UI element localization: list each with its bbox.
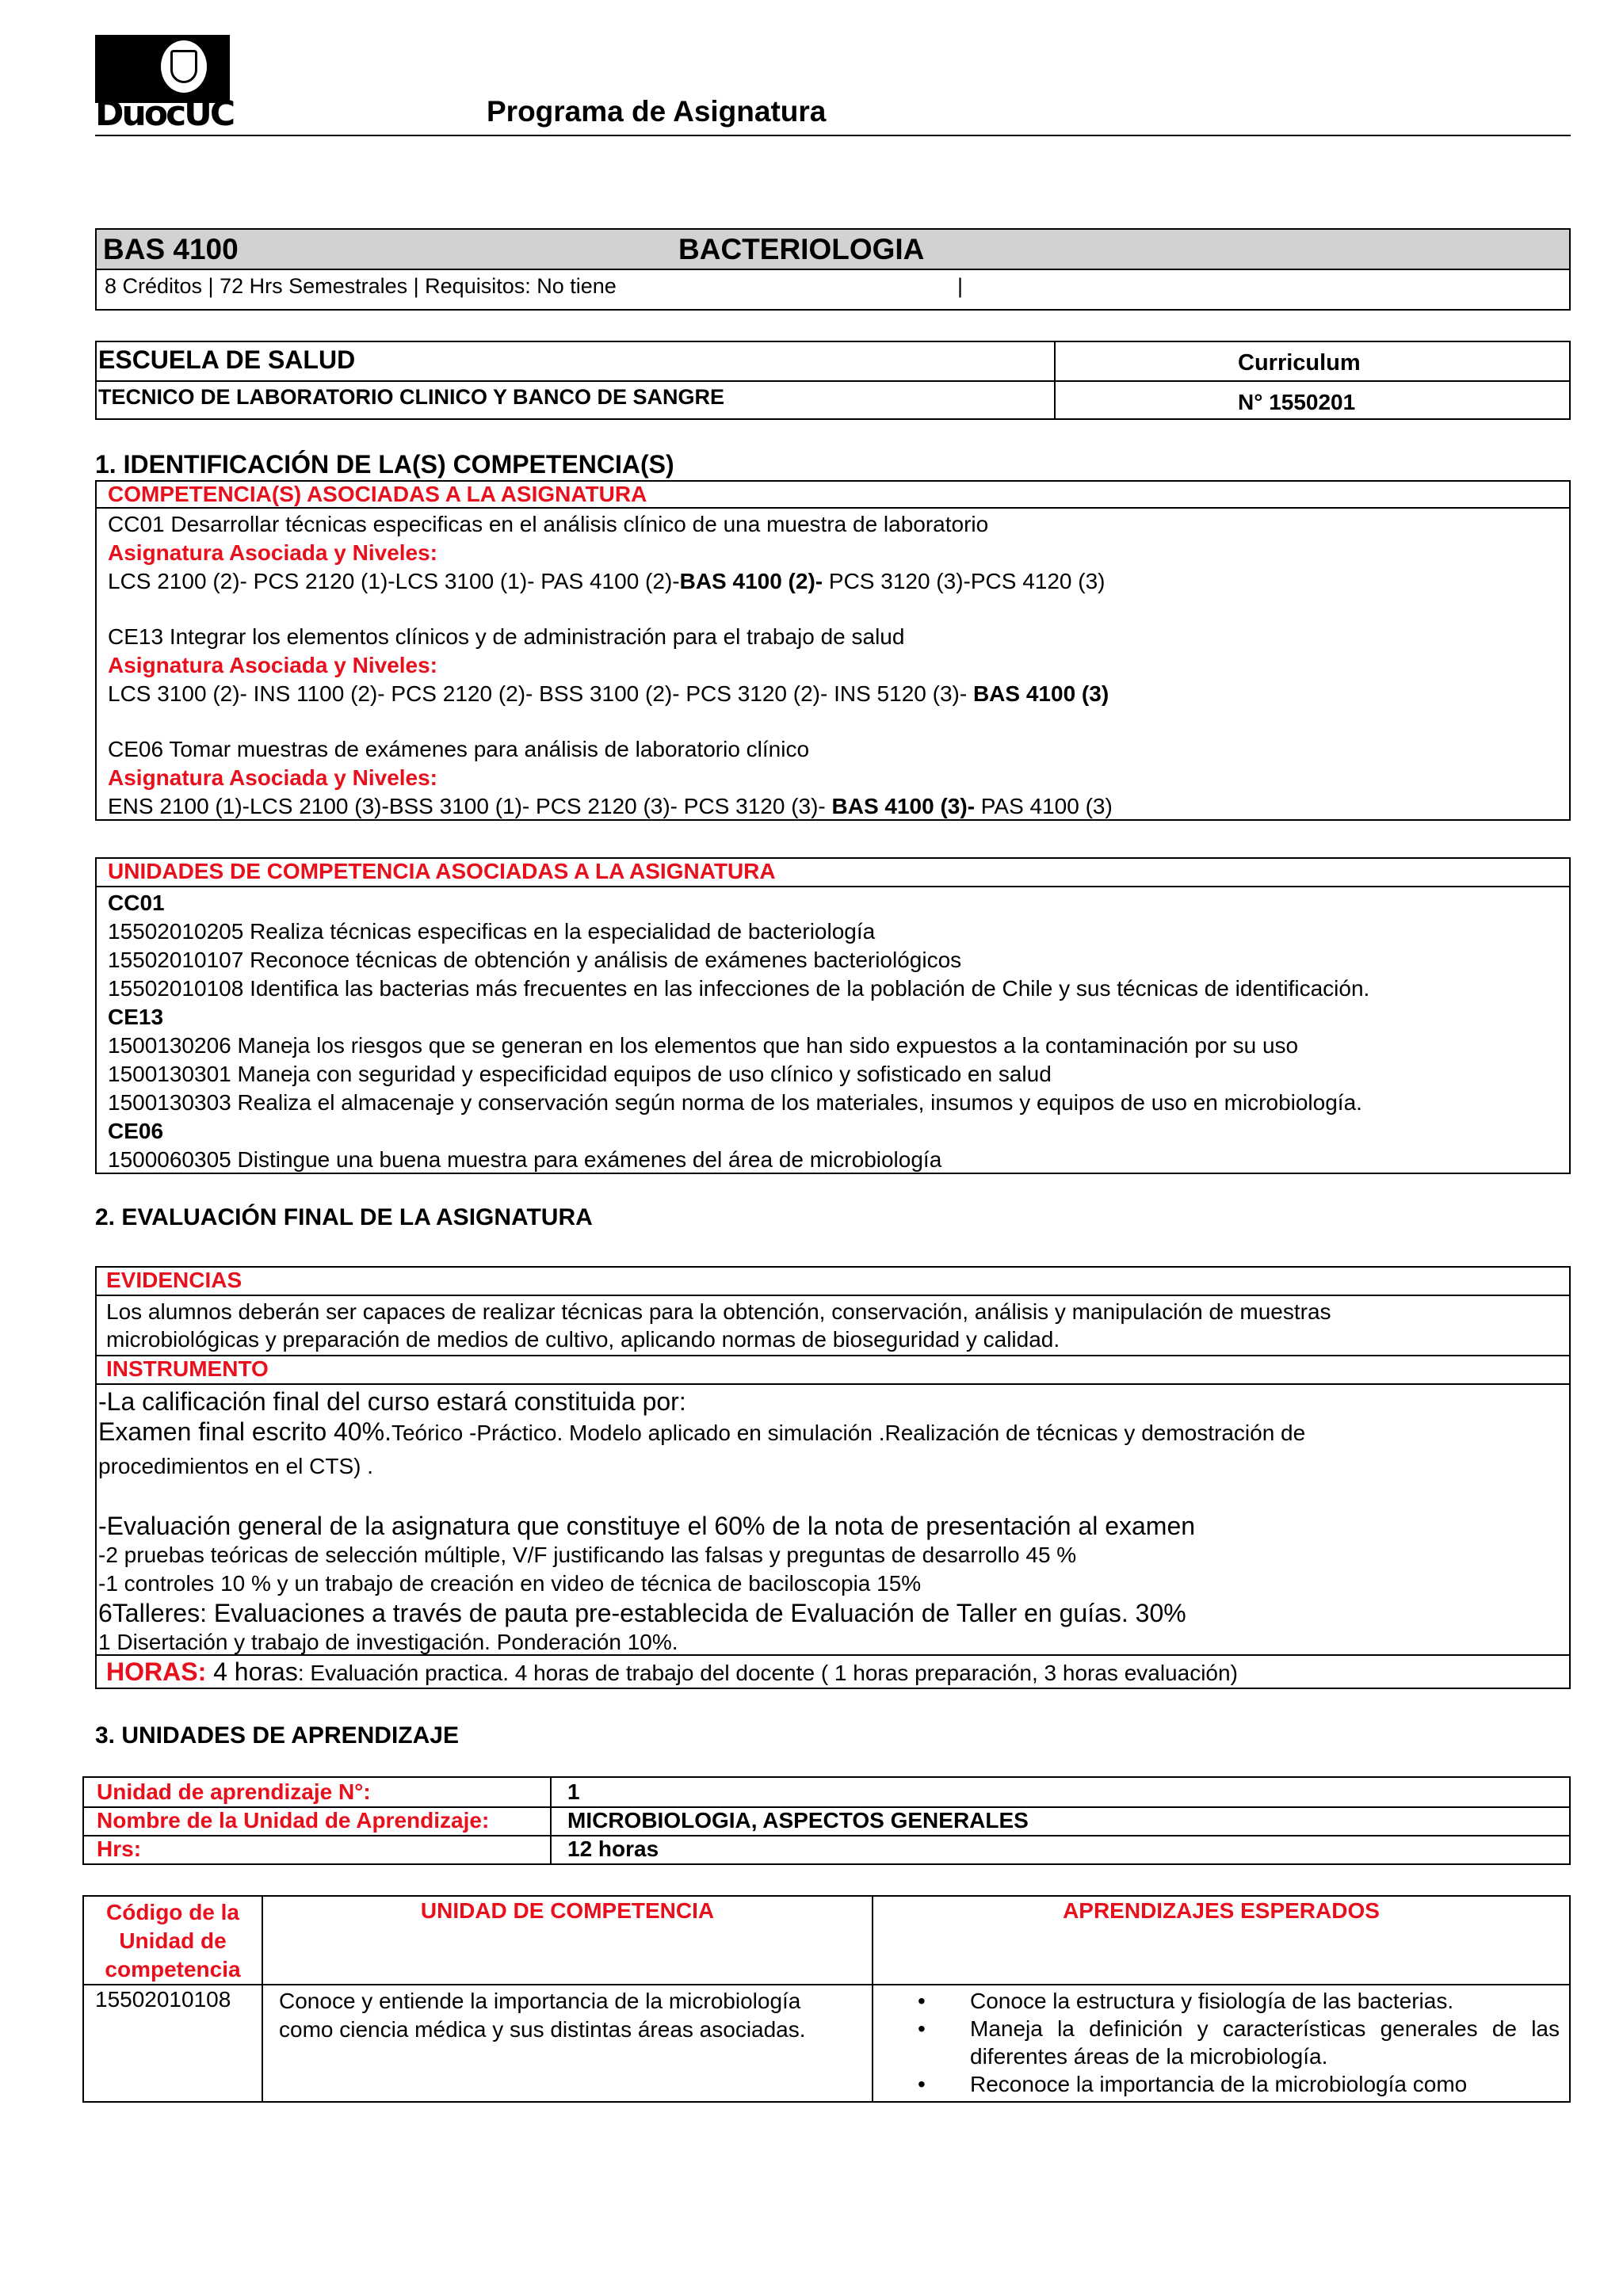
career-name: TECNICO DE LABORATORIO CLINICO Y BANCO DE SANGRE xyxy=(98,385,725,409)
document-title: Programa de Asignatura xyxy=(487,95,827,128)
unit-item: 1500130301 Maneja con seguridad y especificidad equipos de uso clínico y sofisticado en salud xyxy=(108,1062,1052,1086)
header-outcomes: APRENDIZAJES ESPERADOS xyxy=(1063,1898,1380,1923)
evaluation-box xyxy=(95,1266,1571,1689)
assoc-label: Asignatura Asociada y Niveles: xyxy=(108,653,438,677)
meta-label: Nombre de la Unidad de Aprendizaje: xyxy=(97,1808,490,1833)
course-name: BACTERIOLOGIA xyxy=(678,233,925,265)
unit-item: 1500060305 Distingue una buena muestra para exámenes del área de microbiología xyxy=(108,1147,942,1172)
instrumento-label: INSTRUMENTO xyxy=(106,1356,269,1381)
units-box xyxy=(95,857,1571,1174)
competency-ce13 xyxy=(108,623,1109,708)
assoc-courses: ENS 2100 (1)-LCS 2100 (3)-BSS 3100 (1)- PCS 2120 (3)- PCS 3120 (3)- BAS 4100 (3)- PAS 4100 (3) xyxy=(108,794,1113,818)
meta-label: Hrs: xyxy=(97,1836,142,1861)
meta-value: 1 xyxy=(567,1779,580,1804)
competencies-box xyxy=(95,480,1571,821)
evidencias-rule xyxy=(97,1295,1569,1296)
competency-cc01 xyxy=(108,510,1106,596)
learning-table xyxy=(82,1895,1571,2103)
evidencias-bottom-rule xyxy=(97,1355,1569,1356)
outcome-item: • Conoce la estructura y fisiología de las bacterias. xyxy=(915,1987,1560,2015)
course-box xyxy=(95,228,1571,311)
learning-col-rule xyxy=(262,1897,263,2101)
unit-code: CE13 xyxy=(108,1005,164,1029)
evidencias-label: EVIDENCIAS xyxy=(106,1268,242,1292)
units-list xyxy=(108,889,1566,1174)
course-info-separator: | xyxy=(957,274,964,298)
header-divider xyxy=(95,135,1571,136)
competencies-header-rule xyxy=(97,507,1569,509)
section1-title: 1. IDENTIFICACIÓN DE LA(S) COMPETENCIA(S) xyxy=(95,450,674,479)
school-name: ESCUELA DE SALUD xyxy=(98,345,356,374)
units-header-rule xyxy=(97,886,1569,887)
meta-col-rule xyxy=(550,1778,552,1863)
horas-label: HORAS: xyxy=(106,1657,207,1686)
header-unit: UNIDAD DE COMPETENCIA xyxy=(420,1898,715,1923)
logo-wordmark: DuocUC xyxy=(95,93,234,134)
instrumento-rule xyxy=(97,1383,1569,1385)
unit-code: CC01 xyxy=(108,891,165,915)
meta-label: Unidad de aprendizaje N°: xyxy=(97,1779,371,1804)
school-row-divider xyxy=(97,380,1569,382)
section2-title: 2. EVALUACIÓN FINAL DE LA ASIGNATURA xyxy=(95,1204,593,1230)
unit-item: 15502010108 Identifica las bacterias más frecuentes en las infecciones de la población de Chile y sus técnicas de identificación. xyxy=(108,976,1370,1001)
assoc-courses: LCS 3100 (2)- INS 1100 (2)- PCS 2120 (2)- BSS 3100 (2)- PCS 3120 (2)- INS 5120 (3)- BAS 4100 (3) xyxy=(108,681,1109,706)
course-code: BAS 4100 xyxy=(103,233,239,265)
course-info: 8 Créditos | 72 Hrs Semestrales | Requisitos: No tiene xyxy=(105,274,617,298)
header-code: Código de la Unidad de competencia xyxy=(105,1900,241,1981)
learning-header-rule xyxy=(84,1984,1569,1985)
units-header: UNIDADES DE COMPETENCIA ASOCIADAS A LA ASIGNATURA xyxy=(108,859,776,883)
unit-code: CE06 xyxy=(108,1119,164,1143)
unit-item: 15502010205 Realiza técnicas especificas en la especialidad de bacteriología xyxy=(108,919,876,944)
duoc-uc-logo xyxy=(95,35,238,133)
unit-item: 15502010107 Reconoce técnicas de obtención y análisis de exámenes bacteriológicos xyxy=(108,948,962,972)
evidencias-text: Los alumnos deberán ser capaces de realizar técnicas para la obtención, conservación, análisis y manipulación de muestras microbiológicas y preparación de medios de cultivo, aplicando normas de bioseguridad y calidad. xyxy=(106,1299,1331,1352)
unit-item: 1500130303 Realiza el almacenaje y conservación según norma de los materiales, insumos y equipos de uso en microbiología. xyxy=(108,1090,1362,1115)
competencies-header: COMPETENCIA(S) ASOCIADAS A LA ASIGNATURA xyxy=(108,482,647,506)
school-box xyxy=(95,341,1571,420)
instrumento-text: -La calificación final del curso estará constituida por: Examen final escrito 40%.Teórico -Práctico. Modelo aplicado en simulación .Realización de técnicas y demostración de procedimientos en el CTS) . -Evaluación general de la asignatura que constituye el 60% de la nota de presentación al examen -2 pruebas teóricas de selección múltiple, V/F justificando las falsas y preguntas de desarrollo 45 % -1 controles 10 % y un trabajo de creación en video de técnica de baciloscopia 15% 6Talleres: Evaluaciones a través de pauta pre-establecida de Evaluación de Taller en guías. 30% 1 Disertación y trabajo de investigación. Ponderación 10%. xyxy=(98,1387,1306,1654)
competency-ce06 xyxy=(108,735,1113,821)
section3-title: 3. UNIDADES DE APRENDIZAJE xyxy=(95,1722,459,1749)
row-unit: Conoce y entiende la importancia de la microbiología como ciencia médica y sus distintas áreas asociadas. xyxy=(279,1989,806,2042)
competency-desc: CC01 Desarrollar técnicas especificas en el análisis clínico de una muestra de laboratorio xyxy=(108,512,989,536)
curriculum-label: Curriculum xyxy=(1238,350,1361,376)
unit-item: 1500130206 Maneja los riesgos que se generan en los elementos que han sido expuestos a la contaminación por su uso xyxy=(108,1033,1299,1058)
school-col-divider xyxy=(1054,342,1056,418)
unit-meta-table xyxy=(82,1776,1571,1865)
meta-row-rule xyxy=(84,1835,1569,1836)
university-seal-icon xyxy=(158,38,209,95)
row-code: 15502010108 xyxy=(95,1987,231,2012)
meta-value: MICROBIOLOGIA, ASPECTOS GENERALES xyxy=(567,1808,1029,1833)
competency-desc: CE06 Tomar muestras de exámenes para análisis de laboratorio clínico xyxy=(108,737,810,761)
assoc-label: Asignatura Asociada y Niveles: xyxy=(108,765,438,790)
curriculum-number: N° 1550201 xyxy=(1238,390,1356,414)
meta-value: 12 horas xyxy=(567,1836,659,1861)
outcome-item: • Reconoce la importancia de la microbiología como xyxy=(915,2070,1560,2098)
assoc-courses: LCS 2100 (2)- PCS 2120 (1)-LCS 3100 (1)- PAS 4100 (2)-BAS 4100 (2)- PCS 3120 (3)-PCS 4120 (3) xyxy=(108,569,1106,593)
learning-col-rule xyxy=(872,1897,873,2101)
assoc-label: Asignatura Asociada y Niveles: xyxy=(108,540,438,565)
competency-desc: CE13 Integrar los elementos clínicos y de administración para el trabajo de salud xyxy=(108,624,905,649)
outcome-item: • Maneja la definición y características generales de las diferentes áreas de la microbiología. xyxy=(915,2015,1560,2070)
horas-line: HORAS: 4 horas: Evaluación practica. 4 horas de trabajo del docente ( 1 horas preparación, 3 horas evaluación) xyxy=(106,1657,1238,1686)
row-outcomes xyxy=(972,1987,1560,2098)
